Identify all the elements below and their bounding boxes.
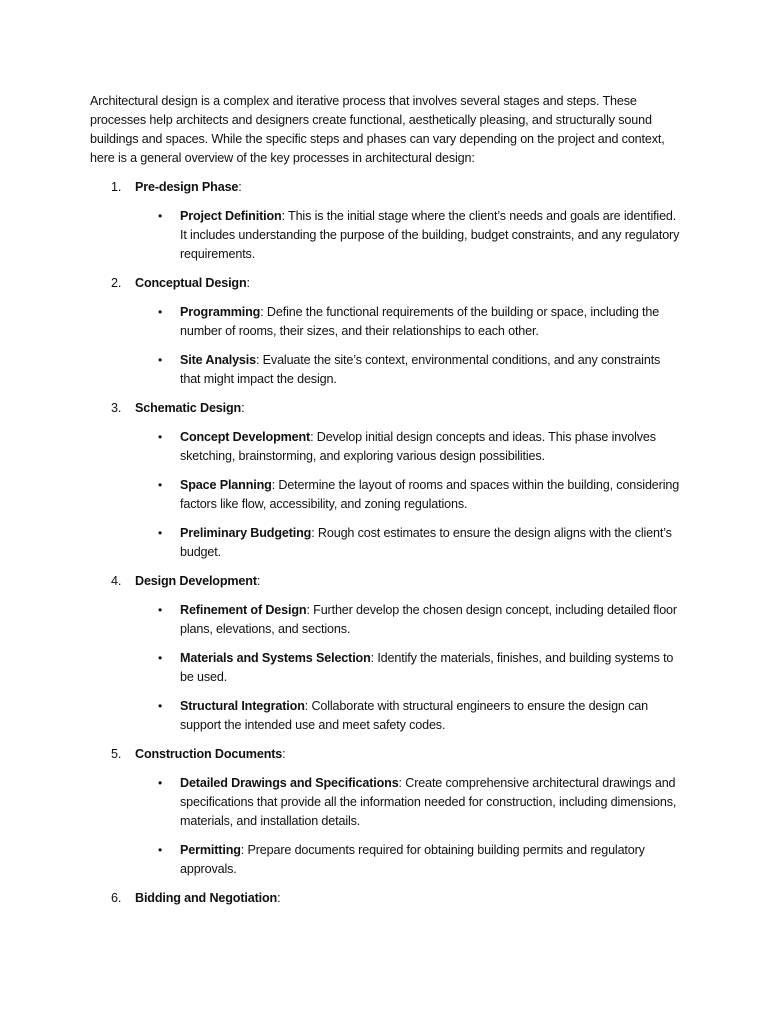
bullet-term: Space Planning: [180, 478, 272, 492]
bullet-description: : Further develop the chosen design concept, including detailed floor plans, elevations, and sections.: [180, 603, 677, 636]
phase-heading: [90, 274, 680, 293]
phase-title: Schematic Design: [135, 401, 242, 415]
bullet-icon: •: [158, 699, 163, 713]
phase-heading: [90, 889, 680, 908]
phase-item: [90, 178, 680, 264]
bullet-description: : Evaluate the site’s context, environmental conditions, and any constraints that might impact the design.: [180, 353, 661, 386]
bullet-item: [90, 524, 680, 562]
bullet-icon: •: [158, 651, 163, 665]
phase-bullet-list: [90, 428, 680, 562]
bullet-term: Project Definition: [180, 209, 282, 223]
bullet-description: : Collaborate with structural engineers to ensure the design can support the intended use and meet safety codes.: [180, 699, 648, 732]
bullet-item: [90, 601, 680, 639]
phase-item: [90, 745, 680, 879]
bullet-icon: •: [158, 209, 163, 223]
phase-bullet-list: [90, 774, 680, 879]
intro-paragraph: Architectural design is a complex and iterative process that involves several stages and steps. These processes help architects and designers create functional, aesthetically pleasing, and structurally sound buildings and spaces. While the specific steps and phases can vary depending on the project and context, here is a general overview of the key processes in architectural design:: [90, 94, 665, 165]
bullet-term: Materials and Systems Selection: [180, 651, 371, 665]
phase-heading: [90, 572, 680, 591]
bullet-icon: •: [158, 430, 163, 444]
bullet-icon: •: [158, 353, 163, 367]
bullet-description: : Identify the materials, finishes, and building systems to be used.: [180, 651, 674, 684]
bullet-icon: •: [158, 526, 163, 540]
phase-list: [90, 178, 680, 908]
bullet-term: Permitting: [180, 843, 241, 857]
bullet-item: [90, 697, 680, 735]
phase-number: 4.: [111, 574, 122, 588]
bullet-term: Detailed Drawings and Specifications: [180, 776, 399, 790]
phase-number: 1.: [111, 180, 122, 194]
phase-title: Construction Documents: [135, 747, 283, 761]
bullet-icon: •: [158, 843, 163, 857]
bullet-item: [90, 428, 680, 466]
phase-item: [90, 399, 680, 562]
phase-heading: [90, 399, 680, 418]
phase-title: Design Development: [135, 574, 257, 588]
phase-bullet-list: [90, 207, 680, 264]
bullet-term: Concept Development: [180, 430, 311, 444]
phase-title: Pre-design Phase: [135, 180, 239, 194]
bullet-description: : Prepare documents required for obtaining building permits and regulatory approvals.: [180, 843, 645, 876]
bullet-description: : Create comprehensive architectural drawings and specifications that provide all the information needed for construction, including dimensions, materials, and installation details.: [180, 776, 677, 828]
phase-heading: [90, 178, 680, 197]
bullet-term: Structural Integration: [180, 699, 305, 713]
phase-colon: :: [256, 574, 261, 588]
bullet-description: : Define the functional requirements of the building or space, including the number of rooms, their sizes, and their relationships to each other.: [180, 305, 660, 338]
bullet-icon: •: [158, 478, 163, 492]
bullet-item: [90, 303, 680, 341]
bullet-item: [90, 207, 680, 264]
bullet-description: : This is the initial stage where the client’s needs and goals are identified. It includes understanding the purpose of the building, budget constraints, and any regulatory requirements.: [180, 209, 680, 261]
bullet-icon: •: [158, 305, 163, 319]
phase-bullet-list: [90, 303, 680, 389]
bullet-item: [90, 841, 680, 879]
bullet-description: : Rough cost estimates to ensure the design aligns with the client’s budget.: [180, 526, 672, 559]
phase-item: [90, 889, 680, 908]
phase-number: 6.: [111, 891, 122, 905]
bullet-description: : Determine the layout of rooms and spaces within the building, considering factors like flow, accessibility, and zoning regulations.: [180, 478, 680, 511]
phase-item: [90, 572, 680, 735]
phase-number: 5.: [111, 747, 122, 761]
phase-number: 2.: [111, 276, 122, 290]
document-body: [90, 92, 680, 918]
bullet-item: [90, 774, 680, 831]
phase-title: Bidding and Negotiation: [135, 891, 278, 905]
phase-colon: :: [241, 401, 245, 415]
phase-bullet-list: [90, 601, 680, 735]
phase-colon: :: [246, 276, 250, 290]
bullet-term: Programming: [180, 305, 261, 319]
bullet-item: [90, 476, 680, 514]
bullet-term: Preliminary Budgeting: [180, 526, 312, 540]
phase-item: [90, 274, 680, 389]
phase-number: 3.: [111, 401, 122, 415]
bullet-item: [90, 649, 680, 687]
bullet-icon: •: [158, 776, 163, 790]
phase-colon: :: [238, 180, 242, 194]
bullet-icon: •: [158, 603, 163, 617]
bullet-item: [90, 351, 680, 389]
phase-colon: :: [277, 891, 281, 905]
phase-colon: :: [282, 747, 286, 761]
phase-title: Conceptual Design: [135, 276, 247, 290]
bullet-description: : Develop initial design concepts and ideas. This phase involves sketching, brainstorming, and exploring various design possibilities.: [180, 430, 656, 463]
phase-heading: [90, 745, 680, 764]
bullet-term: Site Analysis: [180, 353, 256, 367]
bullet-term: Refinement of Design: [180, 603, 307, 617]
